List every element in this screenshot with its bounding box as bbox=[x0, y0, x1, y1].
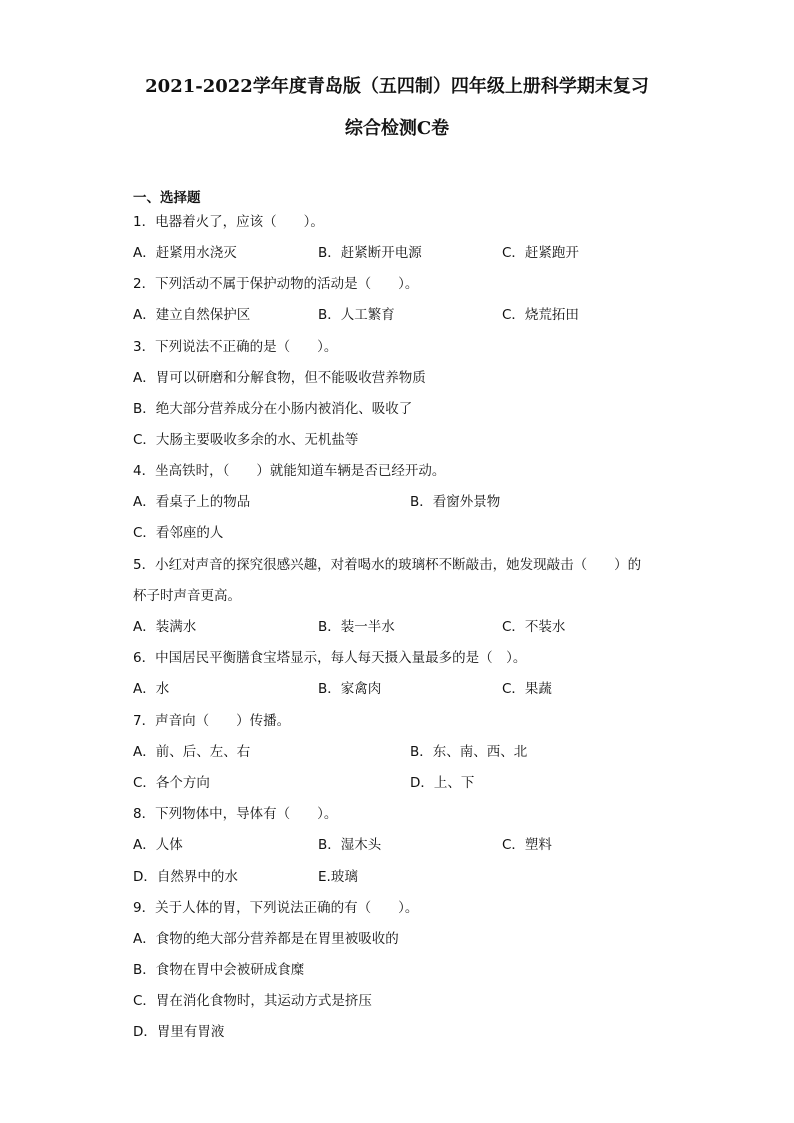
question-8-option-b[interactable]: B．湿木头 bbox=[318, 837, 382, 853]
question-1-option-c[interactable]: C．赶紧跑开 bbox=[502, 245, 579, 261]
section-heading: 一、选择题 bbox=[133, 190, 201, 206]
question-3-stem: 3．下列说法不正确的是（ ）。 bbox=[133, 339, 338, 355]
question-5-option-b[interactable]: B．装一半水 bbox=[318, 619, 395, 635]
question-5-stem: 5．小红对声音的探究很感兴趣，对着喝水的玻璃杯不断敲击，她发现敲击（ ）的 bbox=[133, 557, 642, 573]
question-5-option-a[interactable]: A．装满水 bbox=[133, 619, 197, 635]
question-3-option-b[interactable]: B．绝大部分营养成分在小肠内被消化、吸收了 bbox=[133, 401, 413, 417]
question-6-option-c[interactable]: C．果蔬 bbox=[502, 681, 552, 697]
question-2-option-a[interactable]: A．建立自然保护区 bbox=[133, 307, 251, 323]
question-9-option-c[interactable]: C．胃在消化食物时，其运动方式是挤压 bbox=[133, 993, 372, 1009]
question-6-stem: 6．中国居民平衡膳食宝塔显示，每人每天摄入量最多的是（ ）。 bbox=[133, 650, 527, 666]
question-8-option-c[interactable]: C．塑料 bbox=[502, 837, 552, 853]
question-9-option-a[interactable]: A．食物的绝大部分营养都是在胃里被吸收的 bbox=[133, 931, 399, 947]
question-6-option-b[interactable]: B．家禽肉 bbox=[318, 681, 382, 697]
question-9-option-b[interactable]: B．食物在胃中会被研成食糜 bbox=[133, 962, 305, 978]
question-1-option-a[interactable]: A．赶紧用水浇灭 bbox=[133, 245, 237, 261]
document-title-line2: 综合检测C卷 bbox=[344, 118, 450, 139]
question-2-option-b[interactable]: B．人工繁育 bbox=[318, 307, 395, 323]
question-1-option-b[interactable]: B．赶紧断开电源 bbox=[318, 245, 422, 261]
question-5-stem-continued: 杯子时声音更高。 bbox=[133, 588, 241, 604]
question-4-option-b[interactable]: B．看窗外景物 bbox=[410, 494, 501, 510]
question-4-stem: 4．坐高铁时，（ ）就能知道车辆是否已经开动。 bbox=[133, 463, 446, 479]
question-3-option-c[interactable]: C．大肠主要吸收多余的水、无机盐等 bbox=[133, 432, 359, 448]
question-8-option-d[interactable]: D．自然界中的水 bbox=[133, 869, 238, 885]
question-7-stem: 7．声音向（ ）传播。 bbox=[133, 713, 291, 729]
document-title-line1: 2021-2022学年度青岛版（五四制）四年级上册科学期末复习 bbox=[145, 76, 649, 97]
question-8-option-a[interactable]: A．人体 bbox=[133, 837, 183, 853]
question-8-stem: 8．下列物体中，导体有（ ）。 bbox=[133, 806, 338, 822]
question-8-option-e[interactable]: E.玻璃 bbox=[318, 869, 358, 885]
question-5-option-c[interactable]: C．不装水 bbox=[502, 619, 566, 635]
question-7-option-c[interactable]: C．各个方向 bbox=[133, 775, 210, 791]
question-2-option-c[interactable]: C．烧荒拓田 bbox=[502, 307, 579, 323]
question-9-option-d[interactable]: D．胃里有胃液 bbox=[133, 1024, 225, 1040]
question-4-option-c[interactable]: C．看邻座的人 bbox=[133, 525, 224, 541]
question-7-option-a[interactable]: A．前、后、左、右 bbox=[133, 744, 251, 760]
question-7-option-b[interactable]: B．东、南、西、北 bbox=[410, 744, 528, 760]
question-7-option-d[interactable]: D．上、下 bbox=[410, 775, 475, 791]
question-6-option-a[interactable]: A．水 bbox=[133, 681, 170, 697]
question-4-option-a[interactable]: A．看桌子上的物品 bbox=[133, 494, 251, 510]
question-9-stem: 9．关于人体的胃，下列说法正确的有（ ）。 bbox=[133, 900, 419, 916]
question-2-stem: 2．下列活动不属于保护动物的活动是（ ）。 bbox=[133, 276, 419, 292]
question-3-option-a[interactable]: A．胃可以研磨和分解食物，但不能吸收营养物质 bbox=[133, 370, 426, 386]
question-1-stem: 1．电器着火了，应该（ ）。 bbox=[133, 214, 324, 230]
